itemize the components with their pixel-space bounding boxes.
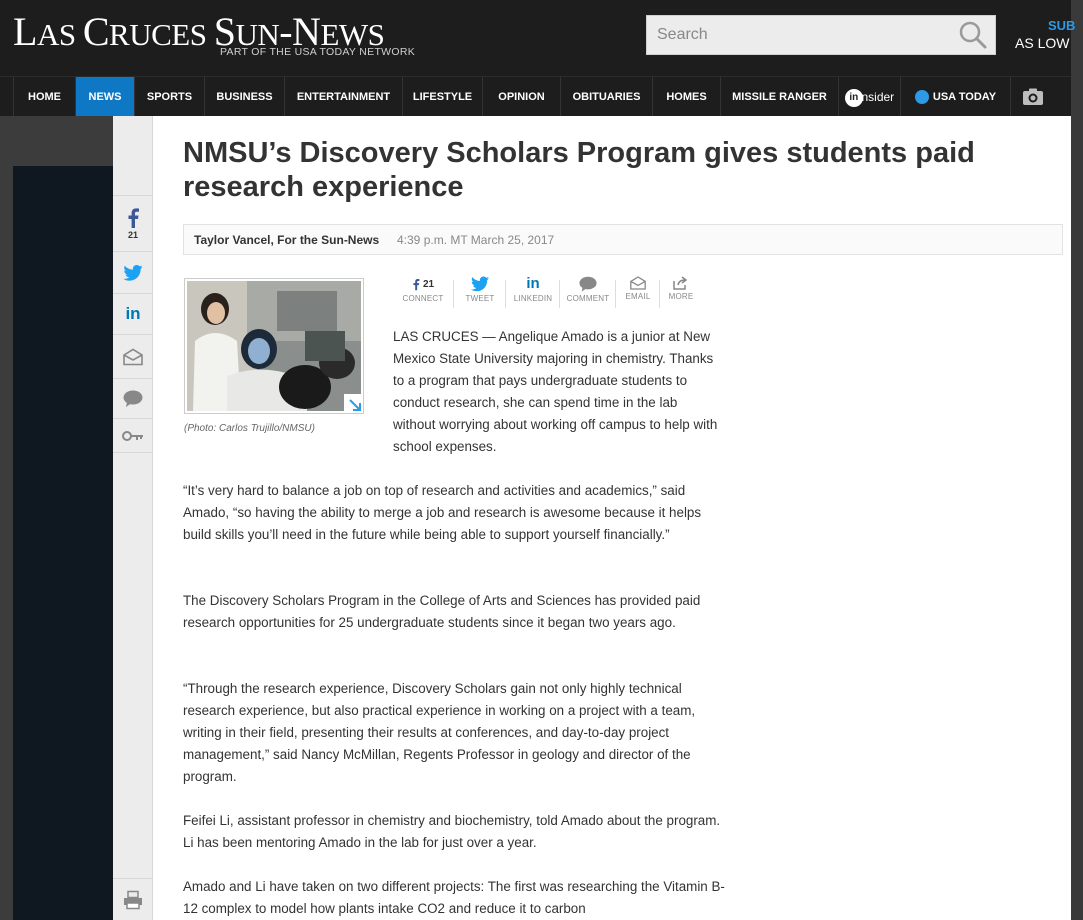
comment-label: COMMENT: [566, 294, 610, 303]
email-icon: [630, 276, 646, 290]
article: [153, 116, 1071, 920]
share-separator: [453, 280, 454, 308]
share-more-button[interactable]: [663, 276, 699, 312]
facebook-icon: [126, 208, 140, 228]
linkedin-icon: in: [125, 304, 141, 323]
linkedin-label: LINKEDIN: [513, 294, 553, 303]
share-separator: [559, 280, 560, 308]
facebook-icon: [412, 278, 420, 291]
article-paragraph: Amado and Li have taken on two different projects: The first was researching the Vitamin B-12 complex to model how plants intake CO2 and reduce it to carbon: [183, 879, 725, 916]
left-ad-panel: [13, 166, 113, 920]
print-icon: [123, 891, 143, 909]
email-icon: [123, 349, 143, 365]
twitter-icon: [471, 276, 489, 292]
logo-tagline: PART OF THE USA TODAY NETWORK: [220, 46, 416, 58]
share-more-icon: [673, 276, 689, 290]
comment-icon: [123, 390, 143, 407]
insider-logo-icon: in: [845, 89, 863, 107]
share-separator: [659, 280, 660, 308]
share-linkedin-button[interactable]: [509, 276, 557, 312]
expand-arrow-icon: [346, 396, 364, 414]
rail-comment-button[interactable]: [113, 379, 153, 419]
site-logo[interactable]: LAS CRUCES SUN-NEWS: [13, 9, 385, 54]
article-paragraph: The Discovery Scholars Program in the College of Arts and Sciences has provided paid research opportunities for 25 undergraduate students since it began two years ago.: [183, 593, 701, 630]
twitter-icon: [123, 265, 143, 281]
email-label: EMAIL: [625, 292, 651, 301]
article-paragraph: “Through the research experience, Discovery Scholars gain not only highly technical research experience, but also practical experience in working on a project with a team, writing in their field, presenting their results at conferences, and day-to-day project management,” said Nancy McMillan, Regents Professor in geology and director of the program.: [183, 681, 696, 784]
lab-photo-image: [187, 281, 361, 411]
byline: [183, 224, 1063, 255]
nav-item-homes[interactable]: HOMES: [652, 77, 720, 117]
share-comment-button[interactable]: [563, 276, 613, 312]
nav-item-opinion[interactable]: OPINION: [482, 77, 560, 117]
tweet-label: TWEET: [465, 294, 495, 303]
rail-spacer: [113, 116, 153, 196]
camera-icon: [1022, 88, 1044, 106]
nav-item-missile-ranger[interactable]: MISSILE RANGER: [720, 77, 838, 117]
expand-photo-button[interactable]: [344, 394, 362, 412]
nav-item-entertainment[interactable]: ENTERTAINMENT: [284, 77, 402, 117]
search-button[interactable]: [957, 20, 989, 50]
article-headline: NMSU’s Discovery Scholars Program gives students paid research experience: [183, 137, 975, 203]
main-nav: [0, 76, 1071, 116]
nav-item-insider[interactable]: [838, 77, 900, 117]
usa-today-dot-icon: [915, 90, 929, 104]
nav-item-sports[interactable]: SPORTS: [134, 77, 204, 117]
share-separator: [615, 280, 616, 308]
connect-count: 21: [422, 278, 435, 290]
share-separator: [505, 280, 506, 308]
article-lede: LAS CRUCES — Angelique Amado is a junior at New Mexico State University majoring in chemistry. Thanks to a program that pays undergraduate students to conduct research, she can spend time in the lab without worrying about working off campus to help with school expenses.: [393, 329, 718, 454]
search-input[interactable]: [647, 16, 947, 54]
share-tweet-button[interactable]: [457, 276, 503, 312]
rail-key-button[interactable]: [113, 419, 153, 453]
nav-item-lifestyle[interactable]: LIFESTYLE: [402, 77, 482, 117]
rail-twitter-button[interactable]: [113, 252, 153, 294]
byline-author[interactable]: Taylor Vancel, For the Sun-News: [194, 233, 380, 247]
article-photo[interactable]: [184, 278, 364, 414]
photo-credit: (Photo: Carlos Trujillo/NMSU): [184, 423, 315, 434]
nav-item-photos[interactable]: [1010, 77, 1054, 117]
rail-email-button[interactable]: [113, 335, 153, 379]
facebook-share-count: 21: [127, 229, 138, 240]
share-email-button[interactable]: [619, 276, 657, 312]
nav-item-home[interactable]: HOME: [13, 77, 75, 117]
article-paragraph: Feifei Li, assistant professor in chemistry and biochemistry, told Amado about the program. Li has been mentoring Amado in the lab for just over a year.: [183, 813, 721, 850]
linkedin-icon: in: [526, 275, 540, 292]
usa-today-label: USA TODAY: [932, 91, 997, 103]
rail-linkedin-button[interactable]: [113, 294, 153, 335]
rail-print-button[interactable]: [113, 878, 153, 920]
article-paragraph: “It’s very hard to balance a job on top of research and activities and academics,” said Amado, “so having the ability to merge a job and research is awesome because it helps build skills you’ll need in the future while being able to support yourself financially.”: [183, 483, 702, 542]
share-rail: [113, 116, 153, 920]
comment-icon: [579, 276, 597, 292]
masthead: [0, 0, 1076, 76]
nav-item-business[interactable]: BUSINESS: [204, 77, 284, 117]
nav-item-news[interactable]: NEWS: [75, 77, 134, 117]
insider-label: insider: [858, 90, 895, 104]
search-icon: [957, 20, 989, 50]
subscribe-promo[interactable]: AS LOW: [1015, 35, 1070, 51]
nav-item-usa-today[interactable]: [900, 77, 1010, 117]
byline-timestamp: 4:39 p.m. MT March 25, 2017: [397, 233, 555, 247]
nav-item-obituaries[interactable]: OBITUARIES: [560, 77, 652, 117]
key-icon: [122, 430, 144, 442]
subscribe-link[interactable]: SUB: [1048, 18, 1076, 33]
share-connect-button[interactable]: [395, 276, 451, 312]
connect-label: CONNECT: [402, 294, 444, 303]
search-box: [646, 15, 996, 55]
more-label: MORE: [668, 292, 694, 301]
connect-top: [412, 276, 434, 292]
rail-facebook-button[interactable]: [113, 196, 153, 252]
